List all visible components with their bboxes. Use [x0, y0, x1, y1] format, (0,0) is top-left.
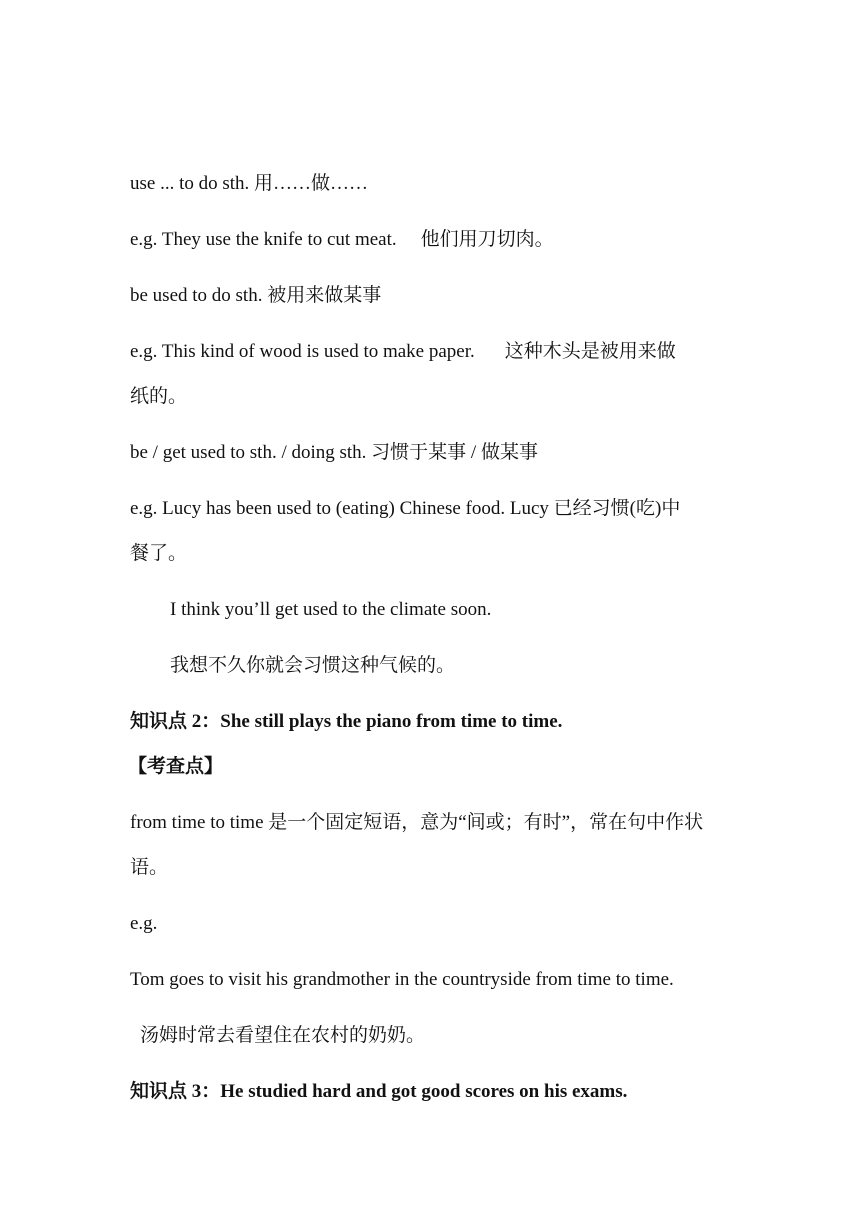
example-climate-en: I think you’ll get used to the climate soon. [170, 599, 492, 620]
from-time-to-time-explanation: from time to time 是一个固定短语，意为“间或；有时”，常在句中作状 [130, 812, 704, 833]
example-wood-en: e.g. This kind of wood is used to make paper. [130, 341, 475, 362]
phrase-be-used-to-do: be used to do sth. 被用来做某事 [130, 285, 382, 306]
example-lucy-cont: 餐了。 [130, 543, 188, 564]
example-knife [130, 228, 554, 252]
example-knife-en: e.g. They use the knife to cut meat. [130, 229, 397, 250]
exam-point-heading: 【考查点】 [128, 756, 224, 777]
phrase-use-to-do: use ... to do sth. 用……做…… [130, 173, 369, 194]
example-label: e.g. [130, 913, 158, 934]
knowledge-point-3-heading: 知识点 3：He studied hard and got good scores on his exams. [130, 1081, 628, 1102]
example-climate-zh: 我想不久你就会习惯这种气候的。 [170, 655, 456, 676]
example-knife-zh: 他们用刀切肉。 [420, 229, 554, 250]
example-wood-zh-cont: 纸的。 [130, 386, 188, 407]
from-time-to-time-explanation-cont: 语。 [130, 857, 169, 878]
phrase-be-get-used-to: be / get used to sth. / doing sth. 习惯于某事 / 做某事 [130, 442, 538, 463]
example-tom-zh: 汤姆时常去看望住在农村的奶奶。 [140, 1025, 426, 1046]
knowledge-point-2-heading: 知识点 2：She still plays the piano from time to time. [130, 711, 563, 732]
example-tom-en: Tom goes to visit his grandmother in the countryside from time to time. [130, 969, 674, 990]
example-wood-zh: 这种木头是被用来做 [504, 341, 676, 362]
example-wood [130, 340, 676, 364]
example-lucy: e.g. Lucy has been used to (eating) Chinese food. Lucy 已经习惯(吃)中 [130, 498, 681, 519]
